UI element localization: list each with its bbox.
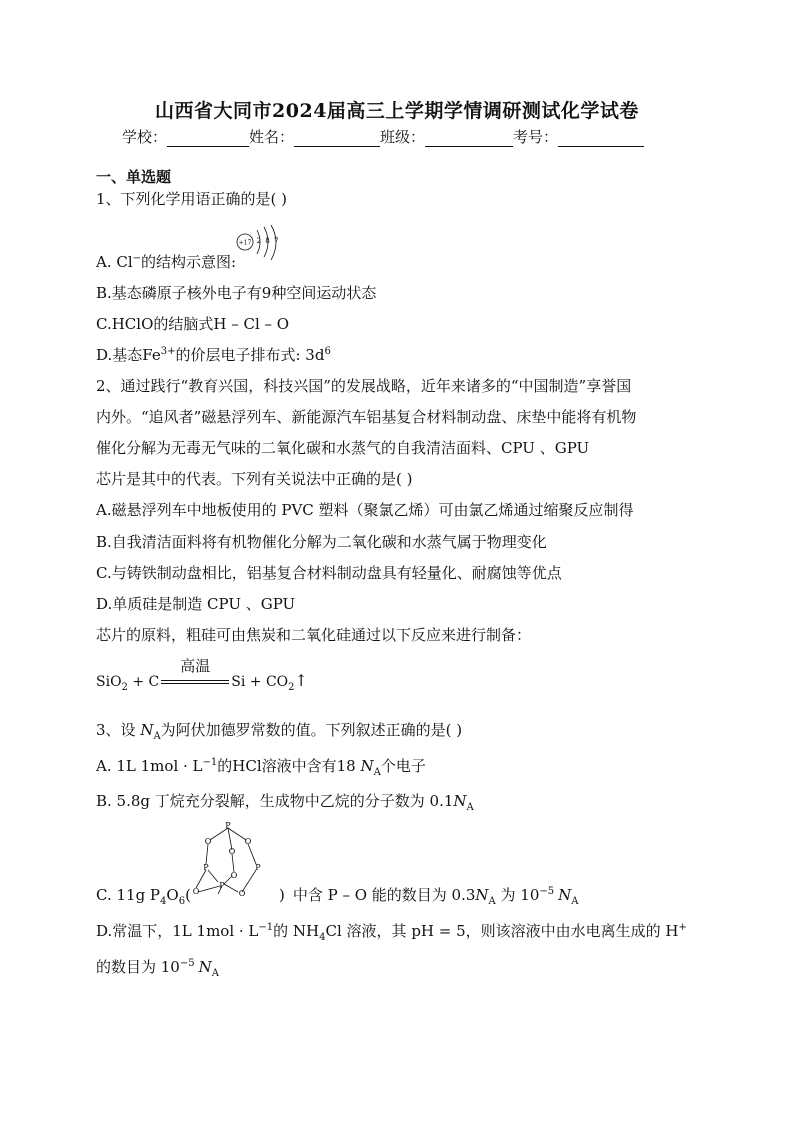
class-blank[interactable]	[425, 130, 513, 147]
atom-o-5: O	[192, 887, 200, 896]
student-info-row	[122, 126, 644, 147]
chlorine-ion-structure-diagram	[234, 224, 284, 268]
school-blank[interactable]	[167, 130, 249, 147]
atom-p-right: P	[255, 863, 261, 872]
q3-option-d: D.常温下，1L $1mol \cdot L^{-1}$的 $NH_4Cl$ 溶液，其 pH = 5，则该溶液中由水电离生成的 H+	[96, 922, 687, 943]
q1-option-a: A. Cl−的结构示意图:	[96, 253, 237, 271]
q3-option-a: A. 1L $1mol \cdot L^{-1}$的HCl溶液中含有18 $N_A$个电子	[96, 757, 426, 778]
double-line	[161, 680, 229, 684]
q2-stem-line-3: 催化分解为无毒无气味的二氧化碳和水蒸气的自我清洁面料、CPU 、GPU	[96, 439, 590, 457]
atom-o-6: O	[238, 889, 246, 898]
silicon-reaction-equation: SiO$_2$ + C 高温 $Si + CO_2↑$	[96, 657, 308, 693]
q3-stem: 3、设 $N_A$为阿伏加德罗常数的值。下列叙述正确的是( )	[96, 721, 463, 742]
q1-option-d: D.基态$Fe^{3+}$的价层电子排布式: $3d^6$	[96, 346, 331, 364]
nucleus-charge: +17	[238, 239, 252, 247]
q2-stem-line-4: 芯片是其中的代表。下列有关说法中正确的是( )	[96, 470, 413, 488]
q3-option-c: C. 11g $P_4O_6$( ) 中含 P – O 能的数目为 $0.3N_A$ 为 $10^{-5}$ $N_A$	[96, 886, 579, 907]
q2-option-a: A.磁悬浮列车中地板使用的 PVC 塑料（聚氯乙烯）可由氯乙烯通过缩聚反应制得	[96, 501, 634, 519]
q2-stem-line-2: 内外。“追风者”磁悬浮列车、新能源汽车铝基复合材料制动盘、床垫中能将有机物	[96, 408, 637, 426]
q1-stem: 1、下列化学用语正确的是( )	[96, 190, 288, 208]
exam-title: 山西省大同市2024届高三上学期学情调研测试化学试卷	[155, 100, 639, 122]
q1-option-c: C.HClO的结脑式H – Cl – O	[96, 315, 290, 333]
electron-counts: 2 8 7	[256, 237, 280, 245]
school-label: 学校：	[122, 128, 168, 146]
q2-option-d-continued: 芯片的原料，粗硅可由焦炭和二氧化硅通过以下反应来进行制备：	[96, 626, 532, 644]
atom-o-4: O	[230, 871, 238, 880]
q2-option-b: B.自我清洁面料将有机物催化分解为二氧化碳和水蒸气属于物理变化	[96, 533, 547, 551]
atom-p-top: P	[225, 821, 231, 830]
q2-option-d: D.单质硅是制造 CPU 、GPU	[96, 595, 296, 613]
atom-o-1: O	[204, 837, 212, 846]
name-blank[interactable]	[294, 130, 380, 147]
atom-p-bottom: P	[219, 881, 225, 890]
q3-option-b: B. 5.8g 丁烷充分裂解，生成物中乙烷的分子数为 $0.1N_A$	[96, 792, 474, 813]
reaction-arrow	[159, 657, 231, 692]
atom-o-3: O	[228, 847, 236, 856]
q2-stem-line-1: 2、通过践行“教育兴国，科技兴国”的发展战略，近年来诸多的“中国制造”享誉国	[96, 377, 632, 395]
q3-option-d-continued: 的数目为 $10^{-5}$ $N_A$	[96, 958, 219, 979]
name-label: 姓名：	[249, 128, 295, 146]
atom-p-left: P	[203, 863, 209, 872]
number-blank[interactable]	[558, 130, 644, 147]
q1-option-b: B.基态磷原子核外电子有9种空间运动状态	[96, 284, 377, 302]
number-label: 考号：	[513, 128, 559, 146]
section-title: 一、单选题	[96, 168, 172, 186]
molecule-atoms	[193, 821, 262, 898]
reaction-condition: 高温	[180, 657, 211, 675]
p4o6-molecule-structure	[184, 820, 270, 902]
class-label: 班级：	[380, 128, 426, 146]
q2-option-c: C.与铸铁制动盘相比，铝基复合材料制动盘具有轻量化、耐腐蚀等优点	[96, 564, 562, 582]
atom-o-2: O	[244, 837, 252, 846]
